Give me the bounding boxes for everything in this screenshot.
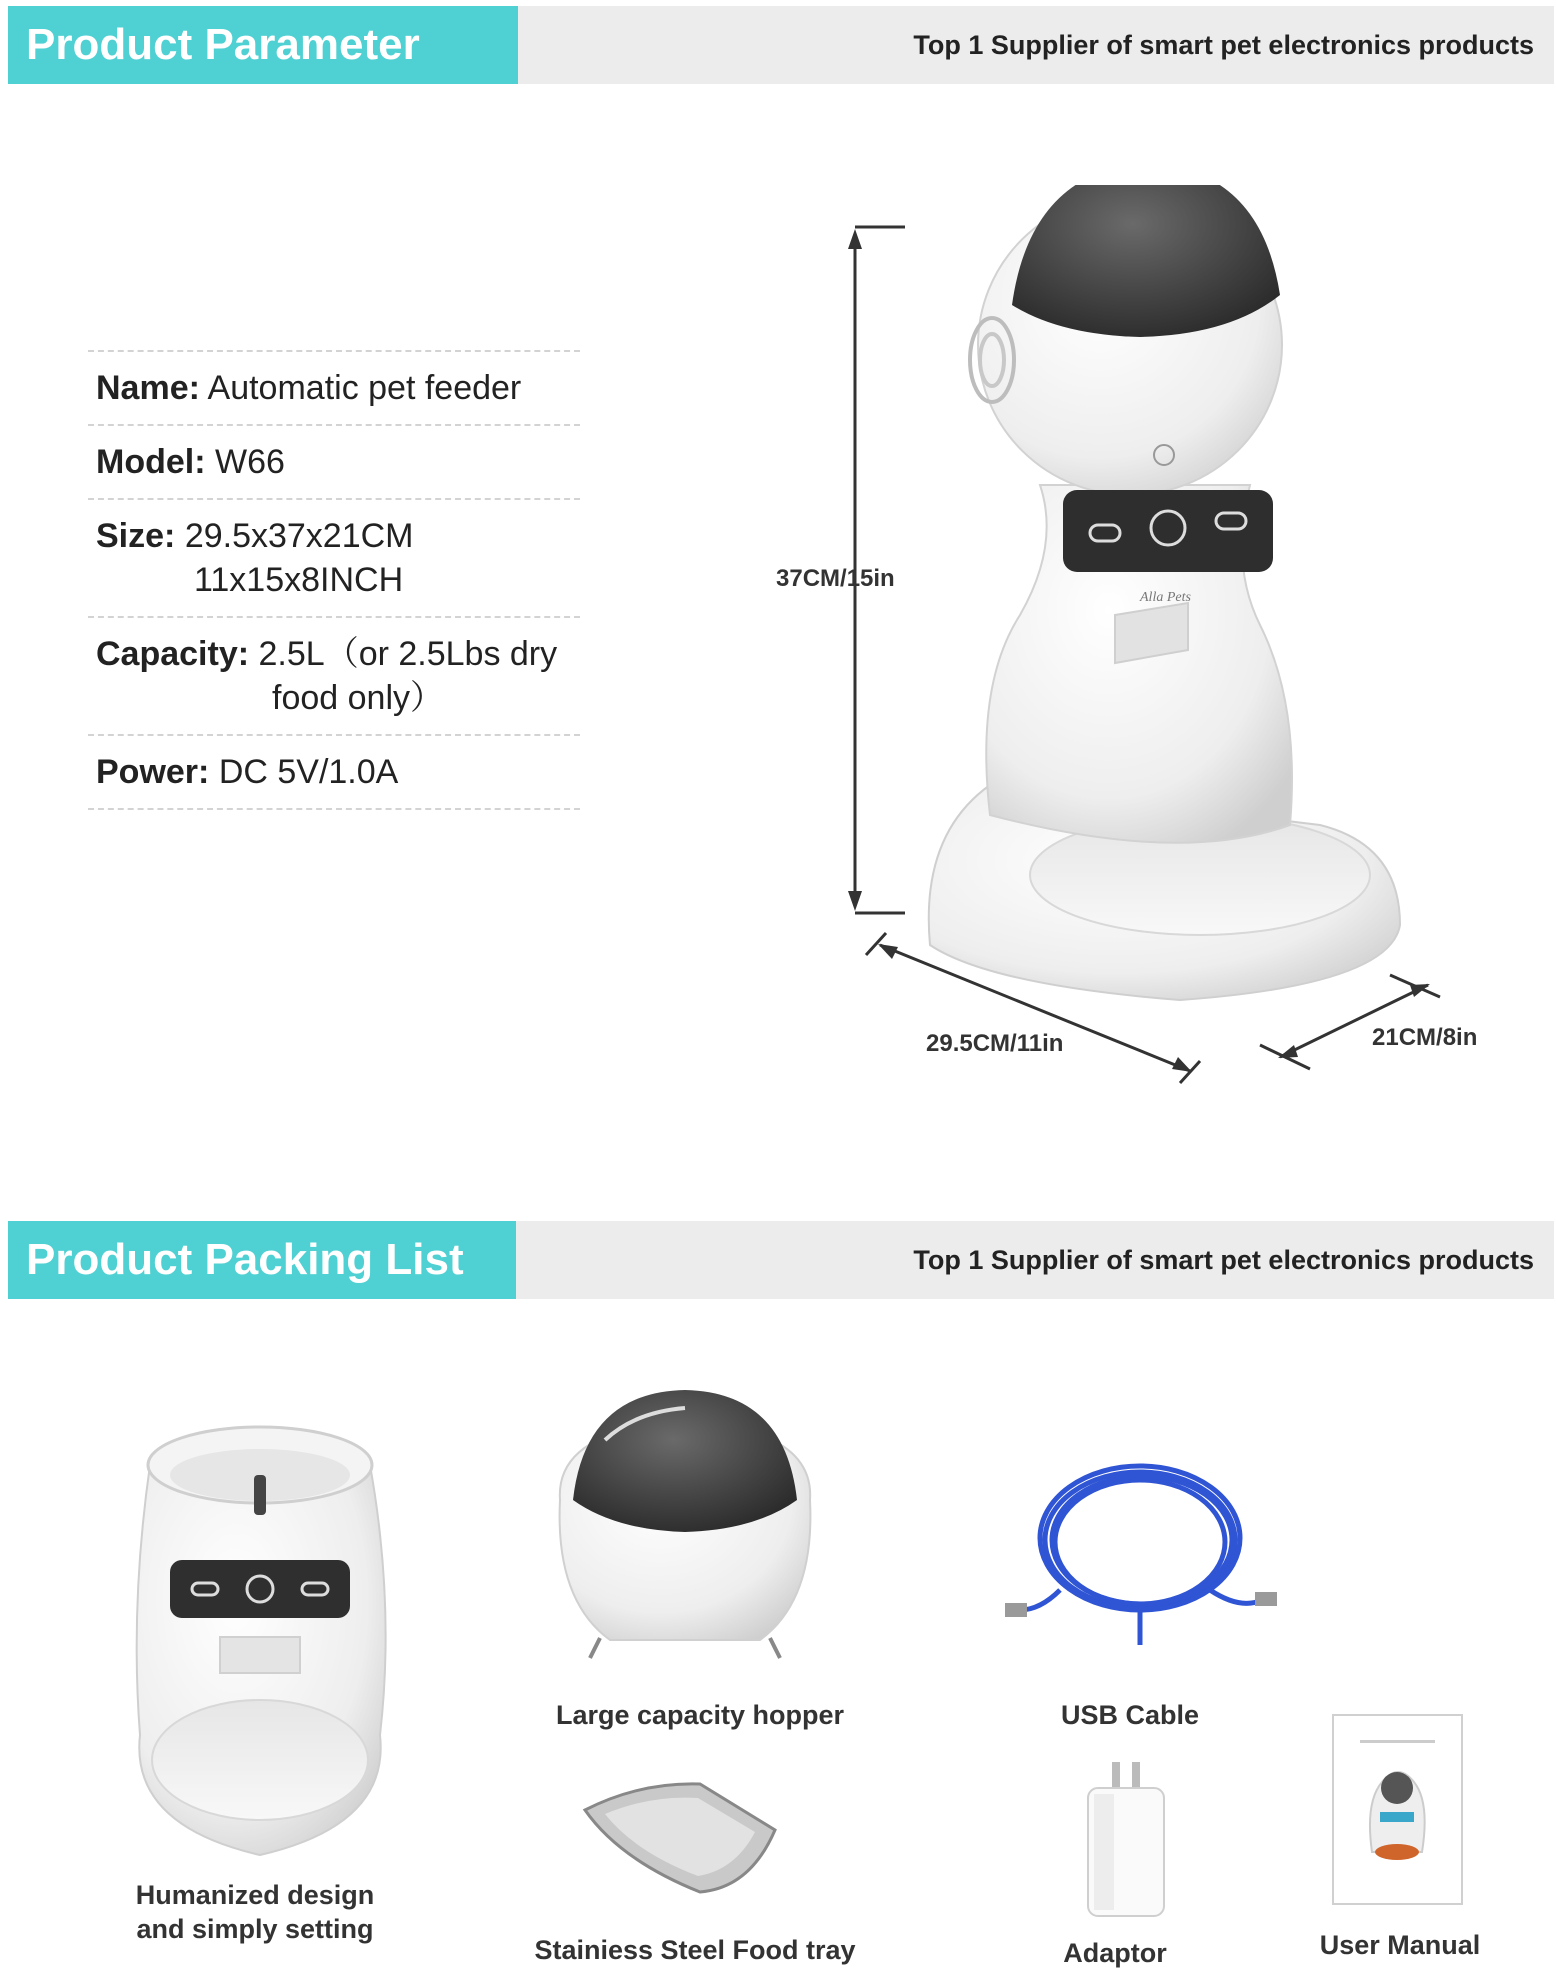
usb-cable-image	[1000, 1460, 1280, 1660]
spec-power-value: DC 5V/1.0A	[218, 753, 399, 791]
user-manual-image	[1330, 1712, 1465, 1907]
product-parameter-title: Product Parameter	[8, 6, 518, 84]
spec-model-label: Model:	[96, 443, 206, 481]
brand-logo-text: Alla Pets	[1140, 590, 1191, 605]
width-dimension-label: 29.5CM/11in	[926, 1030, 1064, 1057]
spec-model-value: W66	[215, 443, 285, 481]
caption-humanized-design-line2: and simply setting	[136, 1914, 374, 1944]
spec-capacity	[88, 618, 580, 734]
depth-dimension-label: 21CM/8in	[1372, 1024, 1478, 1051]
spec-size-value-inch: 11x15x8INCH	[194, 561, 404, 599]
spec-size	[88, 500, 580, 616]
parameter-tagline: Top 1 Supplier of smart pet electronics products	[913, 30, 1534, 60]
spec-capacity-label: Capacity:	[96, 635, 250, 673]
spec-size-value-cm: 29.5x37x21CM	[184, 517, 414, 555]
height-dimension-label: 37CM/15in	[776, 565, 895, 592]
steel-tray-image	[580, 1780, 780, 1900]
spec-divider	[88, 808, 580, 810]
feeder-base-image	[110, 1405, 410, 1865]
caption-user-manual: User Manual	[1319, 1930, 1481, 1960]
caption-usb-cable: USB Cable	[1060, 1700, 1200, 1730]
depth-dimension-line	[1260, 975, 1440, 1069]
spec-name	[88, 352, 580, 424]
feeder-dimension-drawing	[760, 185, 1480, 1105]
spec-capacity-value-2: food only）	[272, 679, 444, 717]
caption-humanized-design	[100, 1878, 410, 1946]
spec-size-label: Size:	[96, 517, 176, 555]
caption-hopper: Large capacity hopper	[555, 1700, 845, 1730]
spec-capacity-value-1: 2.5L（or 2.5Lbs dry	[258, 635, 558, 673]
spec-list	[88, 350, 580, 810]
spec-power	[88, 736, 580, 808]
spec-model	[88, 426, 580, 498]
caption-adaptor: Adaptor	[1063, 1938, 1167, 1968]
caption-steel-tray: Stainiess Steel Food tray	[534, 1935, 856, 1965]
adaptor-image	[1080, 1760, 1170, 1920]
caption-humanized-design-line1: Humanized design	[135, 1880, 375, 1910]
product-packing-list-header	[8, 1221, 1554, 1299]
spec-power-label: Power:	[96, 753, 210, 791]
spec-name-value: Automatic pet feeder	[207, 369, 522, 407]
packing-tagline: Top 1 Supplier of smart pet electronics products	[913, 1245, 1534, 1275]
product-packing-list-title: Product Packing List	[8, 1221, 516, 1299]
hopper-image	[545, 1390, 825, 1660]
spec-name-label: Name:	[96, 369, 200, 407]
product-parameter-header	[8, 6, 1554, 84]
